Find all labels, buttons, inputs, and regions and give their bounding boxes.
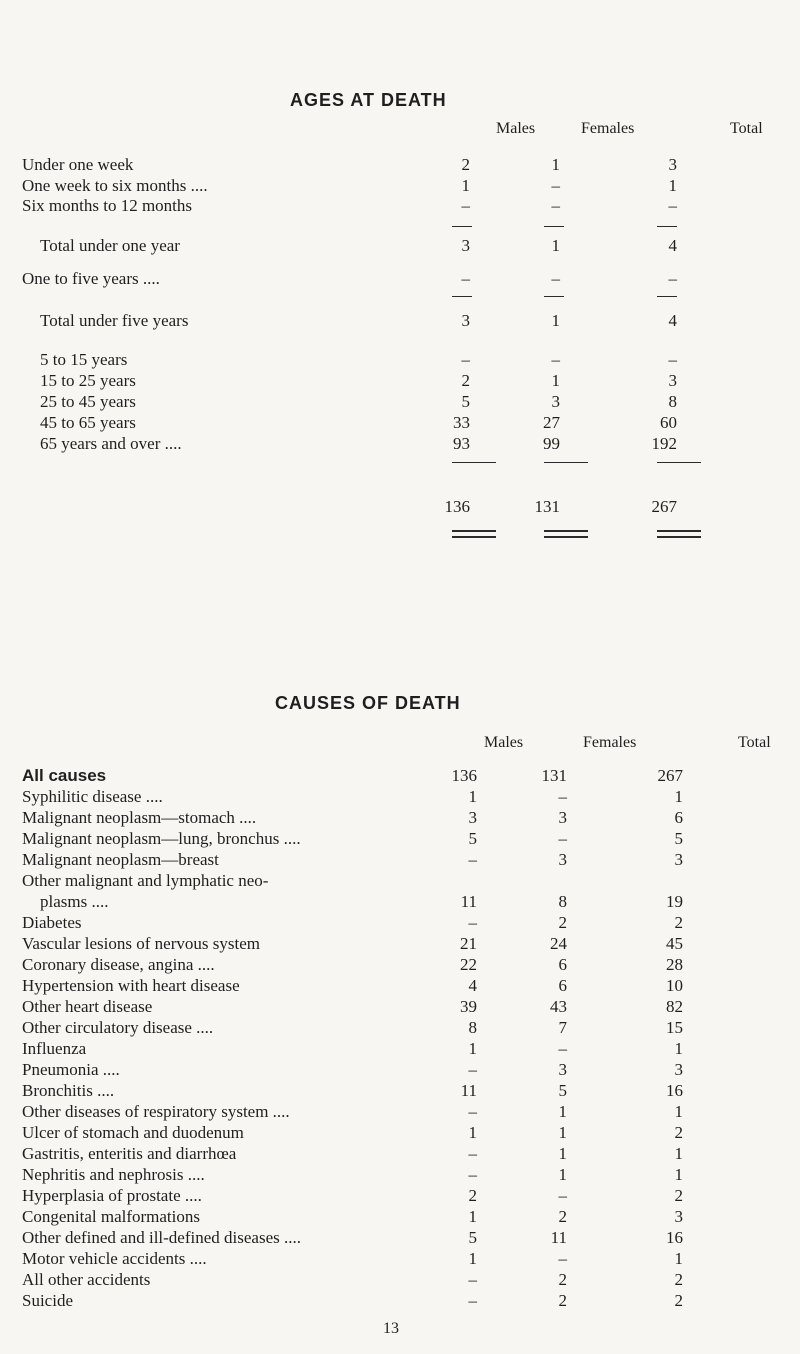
cause-males-value: – [468,1291,477,1310]
ages-total-value: 3 [668,371,677,390]
cause-males-value: – [468,913,477,932]
cause-row [0,1186,800,1208]
cause-row [0,766,800,788]
ages-total-value: 3 [668,155,677,174]
ages-total-value: 4 [668,236,677,255]
ages-row [0,176,800,198]
ages-total-value: 1 [668,176,677,195]
ages-males-value: 2 [461,155,470,174]
cause-label: Gastritis, enteritis and diarrhœa [22,1144,237,1163]
cause-females-value: 2 [558,1207,567,1226]
ages-col-females: Females [581,120,635,137]
cause-total-value: 28 [666,955,683,974]
ages-males-value: 3 [461,311,470,330]
cause-males-value: 11 [460,1081,477,1100]
double-rule [657,530,701,538]
ages-males-value: 1 [461,176,470,195]
cause-label-continued: plasms .... [40,892,109,911]
cause-row [0,1123,800,1145]
ages-females-value: 27 [543,413,560,432]
cause-females-value: 11 [550,1228,567,1247]
cause-label: Other diseases of respiratory system .... [22,1102,290,1121]
cause-males-value: 1 [468,1039,477,1058]
total-rule [452,226,472,227]
cause-label: Vascular lesions of nervous system [22,934,260,953]
total-rule [657,226,677,227]
cause-total-value: 2 [674,1186,683,1205]
cause-row [0,934,800,956]
ages-col-males: Males [496,120,536,137]
ages-row-label: Under one week [22,155,134,174]
cause-females-value: 2 [558,913,567,932]
ages-total-value: – [668,269,677,288]
cause-females-value: 131 [541,766,567,785]
ages-row-label: One week to six months .... [22,176,208,195]
cause-label: Suicide [22,1291,73,1310]
ages-total-value: – [668,350,677,369]
cause-label: Coronary disease, angina .... [22,955,215,974]
ages-females-value: 99 [543,434,560,453]
ages-females-value: – [551,269,560,288]
cause-females-value: – [558,1039,567,1058]
cause-row [0,787,800,809]
cause-row [0,1018,800,1040]
ages-males-value: – [461,350,470,369]
cause-total-value: 2 [674,1270,683,1289]
ages-males-value: 93 [453,434,470,453]
cause-row [0,1249,800,1271]
cause-label: Malignant neoplasm—stomach .... [22,808,257,827]
ages-row [0,350,800,372]
cause-row [0,1060,800,1082]
cause-total-value: 3 [674,1207,683,1226]
ages-females-value: 1 [551,311,560,330]
cause-total-value: 1 [674,1039,683,1058]
cause-row [0,850,800,872]
cause-males-value: 11 [460,892,477,911]
ages-total-total: 267 [651,497,677,516]
total-rule [657,296,677,297]
ages-males-value: – [461,196,470,215]
ages-row [0,155,800,177]
double-rule [544,530,588,538]
total-rule [657,462,701,463]
cause-total-value: 1 [674,1144,683,1163]
cause-total-value: 3 [674,1060,683,1079]
cause-males-value: 1 [468,1207,477,1226]
cause-females-value: 5 [558,1081,567,1100]
cause-label: Malignant neoplasm—breast [22,850,219,869]
ages-row-label: 45 to 65 years [40,413,136,432]
total-rule [544,296,564,297]
ages-row-label: 25 to 45 years [40,392,136,411]
causes-col-males: Males [484,734,524,751]
cause-females-value: – [558,1249,567,1268]
ages-grand-total-row [0,497,800,519]
cause-label: Diabetes [22,913,82,932]
cause-total-value: 45 [666,934,683,953]
cause-label: Malignant neoplasm—lung, bronchus .... [22,829,301,848]
cause-total-value: 1 [674,787,683,806]
cause-males-value: – [468,1144,477,1163]
cause-row [0,829,800,851]
cause-females-value: 1 [558,1144,567,1163]
cause-total-value: 267 [657,766,683,785]
total-rule [544,462,588,463]
ages-females-value: – [551,196,560,215]
ages-females-value: 1 [551,236,560,255]
ages-row-label: 65 years and over .... [40,434,182,453]
cause-label: Other heart disease [22,997,153,1016]
cause-label: All other accidents [22,1270,151,1289]
cause-label: Nephritis and nephrosis .... [22,1165,205,1184]
cause-females-value: – [558,1186,567,1205]
ages-total-value: – [668,196,677,215]
cause-females-value: 3 [558,1060,567,1079]
cause-row [0,1144,800,1166]
ages-row [0,236,800,258]
cause-females-value: – [558,829,567,848]
cause-females-value: 3 [558,808,567,827]
cause-males-value: – [468,1060,477,1079]
cause-row [0,1102,800,1124]
ages-row-label: One to five years .... [22,269,160,288]
ages-row [0,311,800,333]
cause-males-value: – [468,1270,477,1289]
cause-males-value: 8 [468,1018,477,1037]
ages-total-value: 60 [660,413,677,432]
cause-males-value: 1 [468,787,477,806]
cause-females-value: 1 [558,1123,567,1142]
ages-row [0,434,800,456]
ages-females-value: 1 [551,371,560,390]
cause-females-value: 24 [550,934,567,953]
cause-label: Ulcer of stomach and duodenum [22,1123,244,1142]
cause-females-value: 1 [558,1102,567,1121]
cause-males-value: 2 [468,1186,477,1205]
ages-row [0,196,800,218]
cause-total-value: 6 [674,808,683,827]
total-rule [544,226,564,227]
cause-total-value: 2 [674,913,683,932]
ages-row-label: 15 to 25 years [40,371,136,390]
ages-row [0,413,800,435]
total-rule [452,296,472,297]
cause-total-value: 2 [674,1123,683,1142]
cause-row [0,1291,800,1313]
cause-row [0,1165,800,1187]
cause-females-value: 7 [558,1018,567,1037]
cause-females-value: – [558,787,567,806]
ages-col-total: Total [730,120,763,137]
cause-label: Other circulatory disease .... [22,1018,214,1037]
page-number: 13 [383,1320,399,1337]
cause-label: Influenza [22,1039,87,1058]
cause-total-value: 5 [674,829,683,848]
ages-females-value: 3 [551,392,560,411]
cause-males-value: 4 [468,976,477,995]
cause-label: Pneumonia .... [22,1060,120,1079]
cause-females-value: 6 [558,976,567,995]
ages-females-value: – [551,350,560,369]
cause-row [0,871,800,911]
ages-row [0,392,800,414]
ages-row-label: Total under five years [40,311,189,330]
total-rule [452,462,496,463]
cause-females-value: 8 [558,892,567,911]
cause-males-value: – [468,1165,477,1184]
ages-total-value: 8 [668,392,677,411]
cause-males-value: 22 [460,955,477,974]
ages-total-males: 136 [444,497,470,516]
cause-females-value: 2 [558,1270,567,1289]
cause-row [0,955,800,977]
cause-males-value: 1 [468,1123,477,1142]
cause-males-value: – [468,1102,477,1121]
ages-females-value: – [551,176,560,195]
cause-total-value: 1 [674,1249,683,1268]
cause-total-value: 10 [666,976,683,995]
ages-row [0,371,800,393]
cause-total-value: 1 [674,1102,683,1121]
ages-row-label: Total under one year [40,236,180,255]
cause-row [0,1270,800,1292]
cause-label: Hypertension with heart disease [22,976,240,995]
cause-label: Syphilitic disease .... [22,787,163,806]
cause-row [0,1081,800,1103]
cause-label: Other defined and ill-defined diseases .... [22,1228,301,1247]
cause-total-value: 1 [674,1165,683,1184]
cause-row [0,1228,800,1250]
ages-males-value: – [461,269,470,288]
cause-label: All causes [22,766,107,785]
cause-males-value: 1 [468,1249,477,1268]
cause-females-value: 1 [558,1165,567,1184]
cause-row [0,1039,800,1061]
cause-total-value: 16 [666,1081,683,1100]
cause-row [0,1207,800,1229]
ages-row-label: 5 to 15 years [40,350,128,369]
ages-row [0,269,800,291]
cause-total-value: 3 [674,850,683,869]
ages-title: AGES AT DEATH [290,90,447,110]
cause-row [0,997,800,1019]
cause-label: Congenital malformations [22,1207,200,1226]
ages-males-value: 2 [461,371,470,390]
cause-total-value: 16 [666,1228,683,1247]
causes-title: CAUSES OF DEATH [275,693,461,713]
causes-col-total: Total [738,734,771,751]
cause-total-value: 82 [666,997,683,1016]
cause-total-value: 15 [666,1018,683,1037]
cause-males-value: 136 [451,766,477,785]
causes-col-females: Females [583,734,637,751]
cause-total-value: 2 [674,1291,683,1310]
ages-total-females: 131 [534,497,560,516]
cause-total-value: 19 [666,892,683,911]
cause-label: Other malignant and lymphatic neo- [22,871,269,890]
ages-males-value: 5 [461,392,470,411]
double-rule [452,530,496,538]
cause-males-value: 5 [468,1228,477,1247]
cause-males-value: 5 [468,829,477,848]
ages-row-label: Six months to 12 months [22,196,193,215]
cause-row [0,808,800,830]
cause-row [0,913,800,935]
cause-males-value: 3 [468,808,477,827]
cause-males-value: 21 [460,934,477,953]
cause-label: Motor vehicle accidents .... [22,1249,207,1268]
cause-females-value: 2 [558,1291,567,1310]
cause-label: Hyperplasia of prostate .... [22,1186,202,1205]
ages-females-value: 1 [551,155,560,174]
cause-males-value: 39 [460,997,477,1016]
ages-total-value: 4 [668,311,677,330]
cause-females-value: 6 [558,955,567,974]
ages-males-value: 3 [461,236,470,255]
cause-row [0,976,800,998]
cause-males-value: – [468,850,477,869]
ages-males-value: 33 [453,413,470,432]
cause-females-value: 43 [550,997,567,1016]
cause-label: Bronchitis .... [22,1081,115,1100]
ages-total-value: 192 [651,434,677,453]
cause-females-value: 3 [558,850,567,869]
